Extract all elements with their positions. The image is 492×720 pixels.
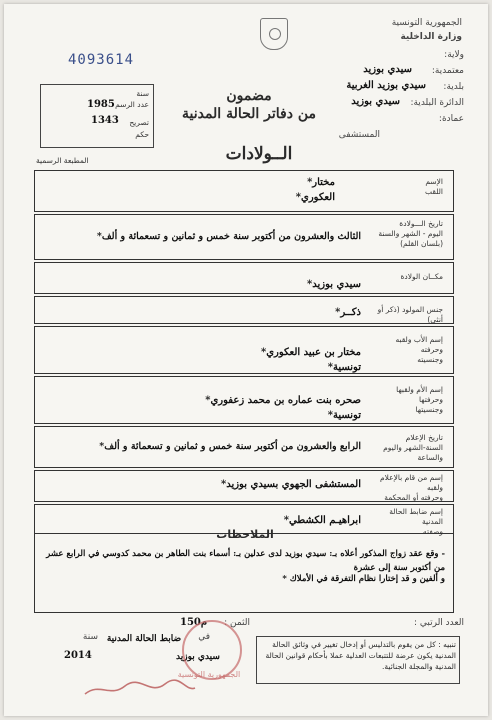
footer-year-value: 2014 (64, 650, 92, 661)
row-gender-label: جنس المولود (ذكر أو أنثى) (377, 305, 443, 324)
row-birth-place (34, 262, 454, 294)
governorate-label: ولاية: (444, 50, 464, 60)
row-officer-label: إسم ضابط الحالة المدنية وصفته (389, 507, 443, 536)
row-declarant-value: المستشفى الجهوي بسيدي بوزيد* (220, 479, 361, 490)
row-name-value: مختار* العكوري* (295, 177, 335, 203)
delegation-value: سيدي بوزيد (363, 64, 412, 75)
row-declaration-date-label: تاريخ الإعلام السنة-الشهر واليوم والساعة (383, 433, 443, 462)
press-label: المطبعة الرسمية (36, 156, 89, 165)
signature-image (80, 676, 200, 702)
district-label: الدائرة البلدية: (410, 98, 464, 108)
district-value: سيدي بوزيد (351, 96, 400, 107)
year-value: 1985 (87, 99, 115, 110)
notes-line1: - وقع عقد زواج المذكور أعلاه بـ: سيدي بوزيد لدى عدلين بـ: أسماء بنت الطاهر بن محمد كدوسي في الرابع عشر من أكتوبر سنة إلى عشرة (46, 549, 445, 573)
officer-title: ضابط الحالة المدنية (106, 634, 182, 644)
row-birth-date-label: تاريخ الـــولادة اليوم - الشهر والسنة (بلسان القلم) (378, 219, 443, 248)
row-birth-place-label: مكــان الولادة (400, 272, 443, 281)
year-label: سنة (136, 89, 149, 98)
order-number-label: العدد الرتبي : (413, 618, 464, 628)
birth-certificate (4, 4, 488, 716)
row-declaration-date (34, 426, 454, 468)
row-father (34, 326, 454, 374)
row-mother-label: إسم الأم ولقبها وحرفتها وجنسيتها (396, 385, 443, 414)
sector-label: عمادة: (438, 114, 464, 124)
notes-box (34, 522, 454, 613)
price-value: 150م (180, 617, 208, 628)
row-father-label: إسم الأب ولقبه وحرفته وجنسيته (395, 335, 443, 364)
title-line1: مضمون (226, 88, 272, 104)
serial-number: 4093614 (68, 52, 135, 68)
row-gender-value: ذكــر* (335, 307, 361, 318)
stamp-text: الجمهورية التونسية (177, 670, 241, 679)
municipality-value: سيدي بوزيد الغربية (346, 80, 426, 91)
row-declarant (34, 470, 454, 502)
footer-year-label: سنة (82, 632, 98, 642)
ruling-label: حكم (135, 130, 149, 139)
row-officer-value: ابراهيـم الكشطي* (283, 515, 361, 526)
notes-line2: و ألفين و قد إختارا نظام التفرقة في الأملاك * (282, 574, 445, 584)
ministry-label: وزارة الداخلية (400, 32, 462, 42)
notice-box: تنبيه : كل من يقوم بالتدليس أو إدخال تغيير في وثائق الحالة المدنية يكون عرضة للتتبعات العدلية عملا بأحكام قوانين الحالة المدنية والمجلة الجنائية. (256, 636, 460, 684)
row-declarant-label: إسم من قام بالإعلام ولقبه وحرفته أو المحكمة (380, 473, 443, 502)
notes-title: الملاحظات (216, 528, 274, 541)
record-info-box (40, 84, 154, 148)
row-mother (34, 376, 454, 424)
record-label: عدد الرسم (115, 100, 149, 109)
row-gender (34, 296, 454, 324)
price-label: الثمن : (224, 618, 250, 628)
row-name (34, 170, 454, 212)
row-father-value: مختار بن عبيد العكوري* تونسية* (260, 347, 361, 373)
hospital-label: المستشفى (338, 130, 380, 140)
coat-of-arms-icon (260, 18, 288, 50)
republic-label: الجمهورية التونسية (391, 18, 462, 28)
footer-place: سيدي بوزيد (176, 652, 220, 662)
record-value: 1343 (91, 115, 119, 126)
section-title: الــولادات (225, 144, 293, 164)
row-mother-value: صحره بنت عماره بن محمد زعفوري* تونسية* (205, 395, 361, 421)
on-label: في (198, 632, 210, 642)
row-declaration-date-value: الرابع والعشرون من أكتوبر سنة خمس و ثمانين و تسعمائة و ألف* (99, 441, 361, 452)
delegation-label: معتمدية: (431, 66, 464, 76)
correction-label: تصريح (129, 118, 149, 127)
row-birth-date (34, 214, 454, 260)
municipality-label: بلدية: (443, 82, 464, 92)
row-birth-date-value: الثالث والعشرون من أكتوبر سنة خمس و ثمانين و تسعمائة و ألف* (96, 231, 361, 242)
row-birth-place-value: سيدي بوزيد* (307, 279, 361, 290)
title-line2: من دفاتر الحالة المدنية (181, 106, 317, 122)
row-name-label: الإسم اللقب (424, 177, 443, 196)
